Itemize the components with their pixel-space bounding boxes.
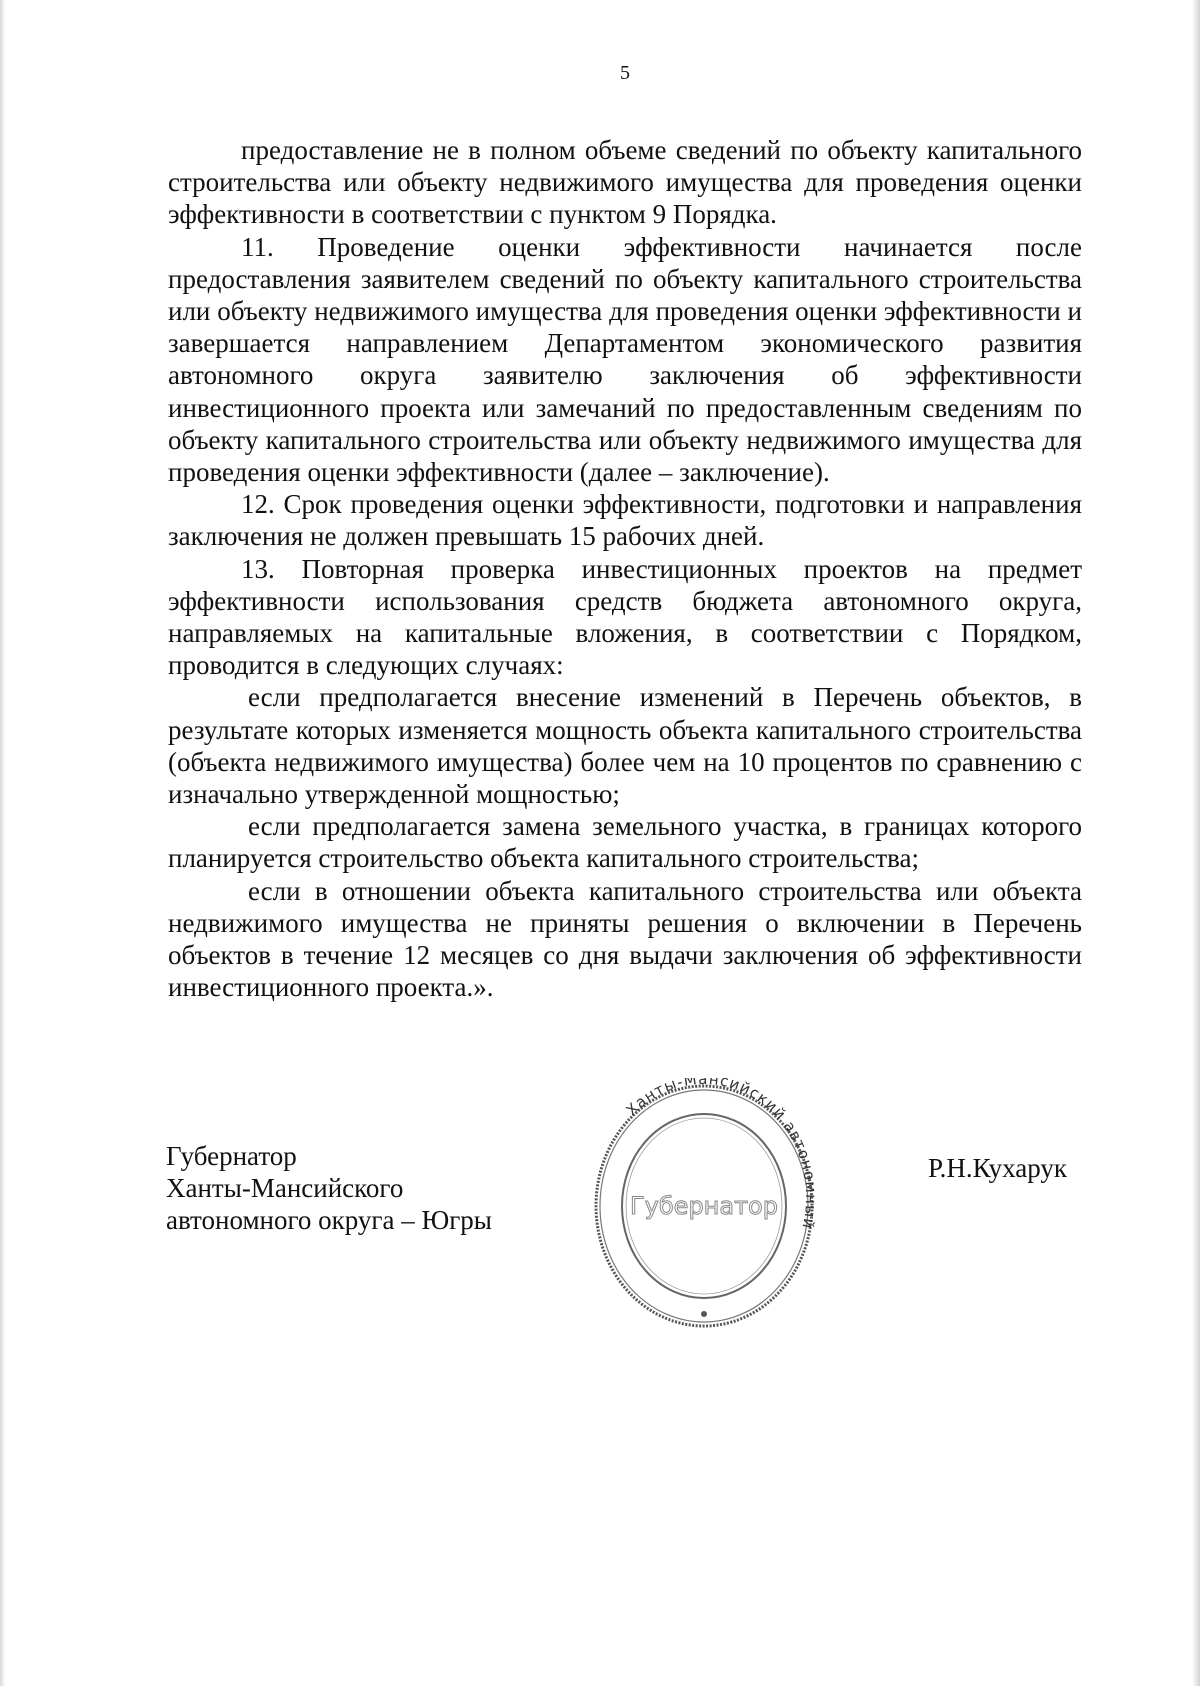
paragraph-item-12: 12. Срок проведения оценки эффективности, подготовки и направления заключения не должен превышать 15 рабочих дней. — [168, 489, 1082, 552]
signatory-name: Р.Н.Кухарук — [928, 1153, 1068, 1183]
scan-edge-right — [1192, 0, 1200, 1686]
page-number: 5 — [620, 62, 630, 84]
svg-text:Ханты-Мансийский автономный: Ханты-Мансийский автоно ый — [622, 1078, 818, 1232]
official-seal — [590, 1078, 818, 1334]
scan-edge-left — [0, 0, 6, 1686]
paragraph-item-13: 13. Повторная проверка инвестиционных проектов на предмет эффективности использования средств бюджета автономного округа, направляемых на капитальные вложения, в соответствии с Порядком, проводится в следующих случаях: — [168, 553, 1082, 681]
signatory-position — [166, 1140, 492, 1237]
paragraph-case-capacity: если предполагается внесение изменений в Перечень объектов, в результате которых изменяется мощность объекта капитального строительства (объекта недвижимого имущества) более чем на 10 процентов по сравнению с изначально утвержденной мощностью; — [168, 682, 1082, 810]
signatory-position-line: автономного округа – Югры — [166, 1205, 492, 1236]
signatory-position-line: Губернатор — [166, 1141, 297, 1171]
document-body — [168, 134, 1082, 1003]
paragraph-case-decision: если в отношении объекта капитального строительства или объекта недвижимого имущества не приняты решения о включении в Перечень объектов в течение 12 месяцев со дня выдачи заключения об эффективности инвестиционного проекта.». — [168, 875, 1082, 1003]
paragraph-item-11: 11. Проведение оценки эффективности начинается после предоставления заявителем сведений по объекту капитального строительства или объекту недвижимого имущества для проведения оценки эффективности и завершается направлением Департаментом экономического развития автономного округа заявителю заключения об эффективности инвестиционного проекта или замечаний по предоставленным сведениям по объекту капитального строительства или объекту недвижимого имущества для проведения оценки эффективности (далее – заключение). — [168, 231, 1082, 488]
paragraph-continuation: предоставление не в полном объеме сведений по объекту капитального строительства или объекту недвижимого имущества для проведения оценки эффективности в соответствии с пунктом 9 Порядка. — [168, 135, 1082, 230]
svg-text:Губернатор: Губернатор — [630, 1192, 778, 1220]
paragraph-case-land: если предполагается замена земельного участка, в границах которого планируется строительство объекта капитального строительства; — [168, 811, 1082, 874]
seal-graphic — [590, 1078, 818, 1334]
signatory-position-line: Ханты-Мансийского — [166, 1173, 404, 1204]
